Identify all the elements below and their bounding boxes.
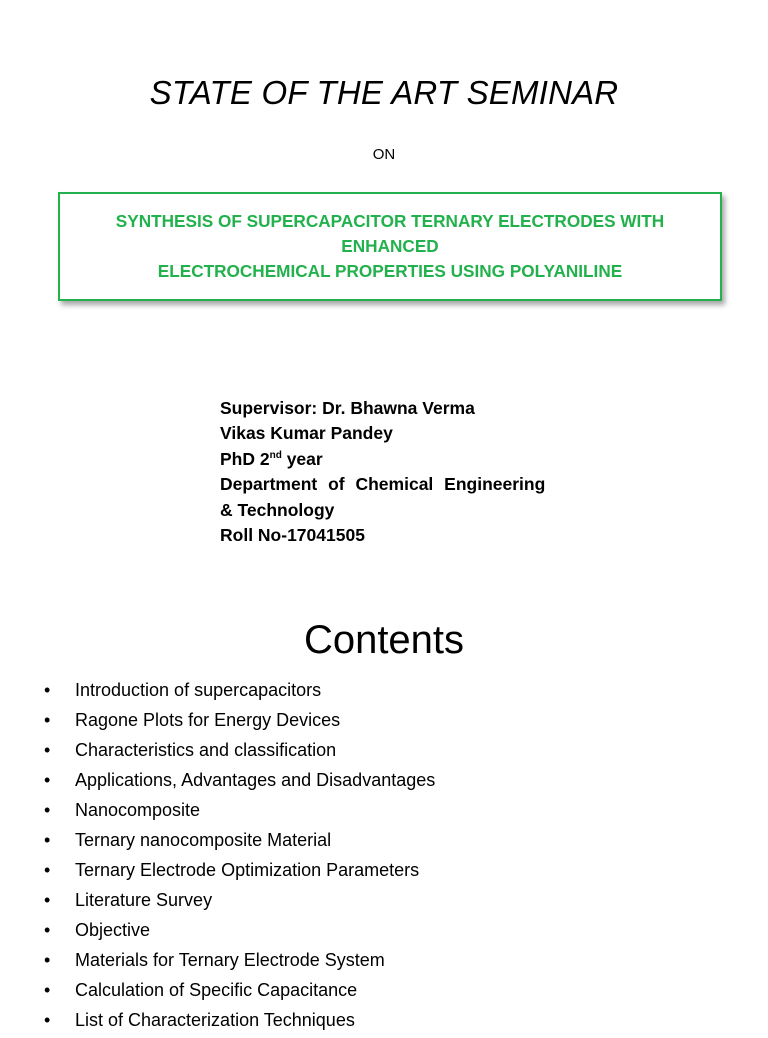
topic-line-1: SYNTHESIS OF SUPERCAPACITOR TERNARY ELECTRODES WITH ENHANCED: [115, 211, 665, 256]
bullet-icon: •: [44, 860, 51, 880]
roll-number: Roll No-17041505: [220, 525, 365, 546]
contents-item-text: Materials for Ternary Electrode System: [75, 950, 385, 970]
topic-text: [66, 209, 714, 284]
contents-title: Contents: [303, 618, 465, 662]
bullet-icon: •: [44, 950, 51, 970]
contents-item-text: Ragone Plots for Energy Devices: [75, 710, 341, 730]
bullet-icon: •: [44, 740, 51, 760]
presenter-info: [220, 396, 570, 548]
contents-item-text: Calculation of Specific Capacitance: [75, 980, 358, 1000]
bullet-icon: •: [44, 710, 51, 730]
topic-box: [58, 192, 722, 301]
contents-slide: [0, 590, 768, 1030]
year-superscript: nd: [269, 449, 282, 461]
year-suffix: year: [281, 448, 323, 469]
contents-item-text: Literature Survey: [75, 890, 213, 910]
bullet-icon: •: [44, 920, 51, 940]
bullet-icon: •: [44, 890, 51, 910]
contents-item-text: Ternary nanocomposite Material: [75, 830, 332, 850]
student-name: Vikas Kumar Pandey: [220, 423, 393, 444]
contents-item-text: Nanocomposite: [75, 800, 201, 820]
bullet-icon: •: [44, 830, 51, 850]
contents-item-text: Objective: [75, 920, 151, 940]
contents-item-text: List of Characterization Techniques: [75, 1010, 355, 1030]
contents-item-text: Ternary Electrode Optimization Parameters: [75, 860, 420, 880]
supervisor-line: Supervisor: Dr. Bhawna Verma: [220, 398, 475, 418]
bullet-icon: •: [44, 680, 51, 700]
department-line-2: & Technology: [220, 499, 335, 520]
contents-item-text: Introduction of supercapacitors: [75, 680, 322, 700]
bullet-icon: •: [44, 800, 51, 820]
contents-item-text: Applications, Advantages and Disadvantages: [75, 770, 436, 790]
contents-item-text: Characteristics and classification: [75, 740, 337, 760]
bullet-icon: •: [44, 770, 51, 790]
department-line-1: Department of Chemical Engineering: [220, 474, 546, 495]
topic-line-2: ELECTROCHEMICAL PROPERTIES USING POLYANILINE: [157, 261, 623, 281]
bullet-icon: •: [44, 980, 51, 1000]
seminar-title: STATE OF THE ART SEMINAR: [149, 74, 619, 111]
year-prefix: PhD 2: [220, 448, 270, 469]
on-label: ON: [372, 146, 396, 163]
bullet-icon: •: [44, 1010, 51, 1030]
year-line: [220, 447, 570, 472]
